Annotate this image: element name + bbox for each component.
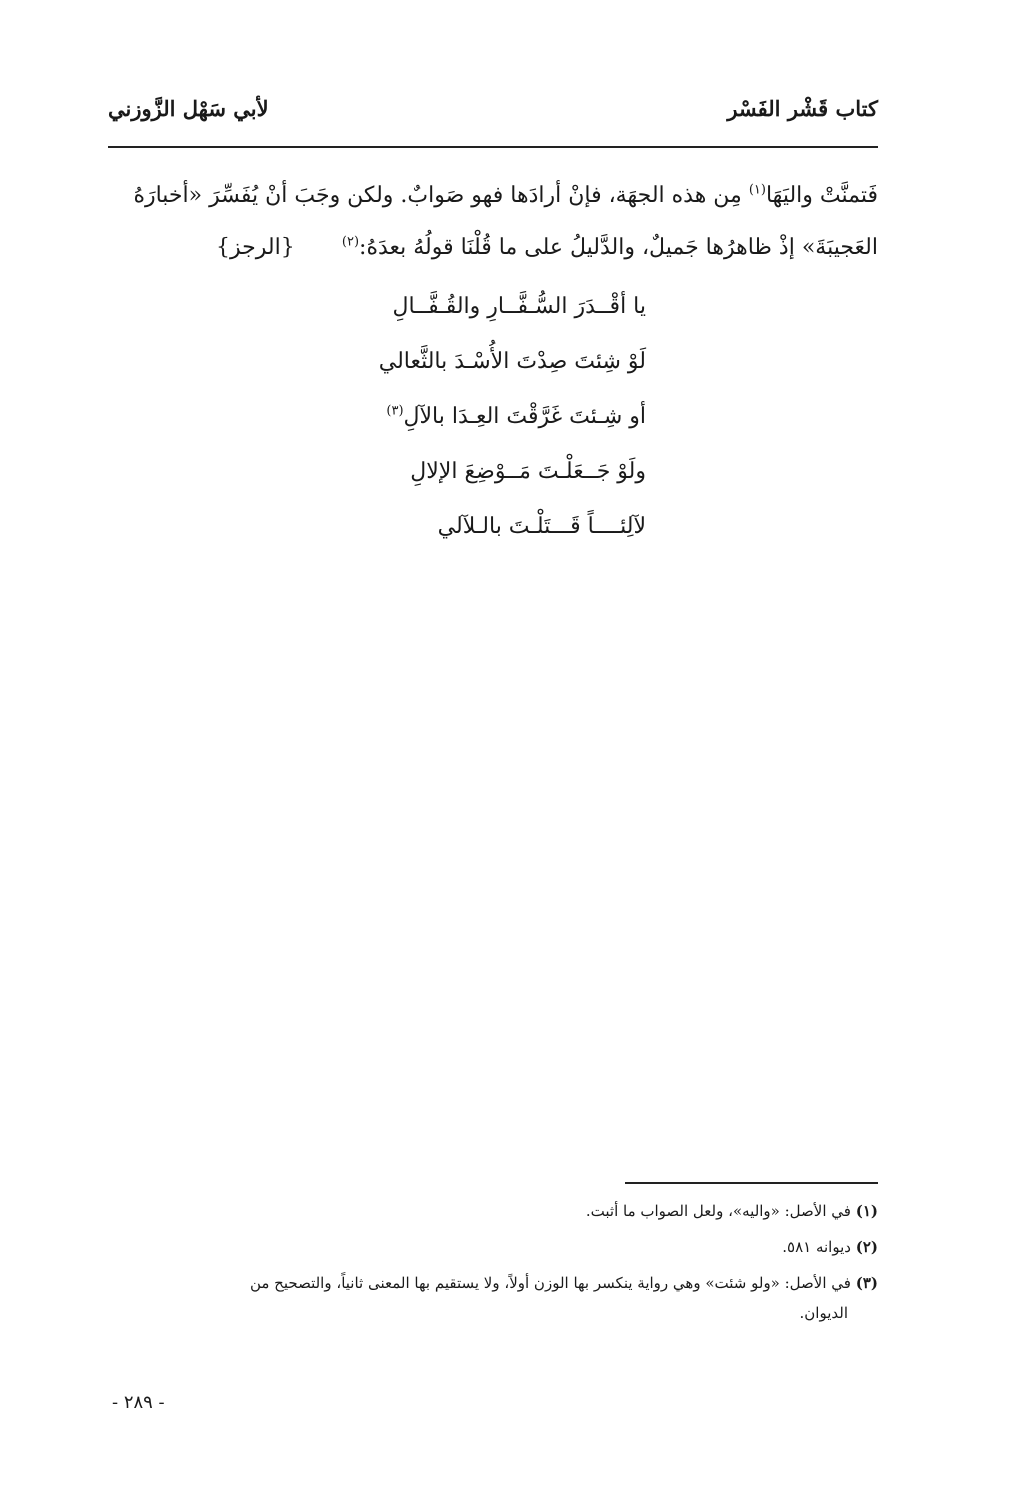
footnote-divider (625, 1182, 878, 1184)
footnote-number: (٣) (855, 1274, 878, 1292)
poem-verse-3 (346, 395, 646, 450)
author-name: لأبي سَهْل الزَّوزني (108, 96, 269, 121)
footnote-1 (108, 1196, 878, 1226)
meter-label: {الرجز} (216, 235, 295, 260)
footnote-ref-2: (٢) (341, 234, 360, 250)
footnote-2 (108, 1232, 878, 1262)
footnote-text: في الأصل: «واليه»، ولعل الصواب ما أثبت. (585, 1202, 856, 1220)
verse-text: لَوْ شِئتَ صِدْتَ الأُسْـدَ بالثَّعالي (378, 349, 646, 374)
body-text-1b: مِن هذه الجهَة، فإنْ أرادَها فهو صَوابٌ. ولكن وجَبَ أنْ يُفَسِّرَ «أخبارَهُ (133, 183, 749, 208)
verse-text: أو شِـئتَ غَرَّقْتَ العِـدَا بالآلِ (403, 404, 646, 429)
poem-verse-2 (346, 340, 646, 395)
running-header (108, 96, 878, 136)
footnote-text: في الأصل: «ولو شئت» وهي رواية ينكسر بها الوزن أولاً، ولا يستقيم بها المعنى ثانياً، والتصحيح من (249, 1274, 856, 1292)
footnote-ref-3: (٣) (386, 403, 404, 419)
body-text-2a: العَجيبَةَ» إذْ ظاهرُها جَميلٌ، والدَّليلُ على ما قُلْنَا قولُهُ بعدَهُ: (359, 235, 878, 260)
body-paragraph (108, 170, 878, 274)
footnote-number: (٢) (855, 1238, 878, 1256)
verse-text: يا أقْــدَرَ السُّـفَّــارِ والقُـفَّــالِ (392, 294, 646, 319)
footnote-text: ديوانه ٥٨١. (782, 1238, 856, 1256)
header-divider (108, 146, 878, 148)
poem-verse-4 (346, 450, 646, 505)
verse-text: ولَوْ جَــعَلْـتَ مَــوْضِعَ الإلالِ (410, 459, 646, 484)
body-line-1 (108, 170, 878, 222)
book-title: كتاب قَشْر الفَسْر (727, 96, 878, 121)
footnote-continuation: الديوان. (799, 1304, 848, 1322)
footnote-3 (108, 1268, 878, 1328)
footnote-number: (١) (855, 1202, 878, 1220)
footnotes (108, 1196, 878, 1334)
body-line-2 (108, 222, 878, 274)
page-number: - ٢٨٩ - (112, 1392, 165, 1413)
verse-text: لآلِئــــاً قَـــتَلْـتَ بالـلآلي (437, 514, 646, 539)
poem-block (346, 285, 646, 560)
footnote-ref-1: (١) (748, 182, 766, 198)
poem-verse-1 (346, 285, 646, 340)
body-text-1a: فَتمنَّتْ واليَهَا (765, 183, 878, 208)
poem-verse-5 (346, 505, 646, 560)
